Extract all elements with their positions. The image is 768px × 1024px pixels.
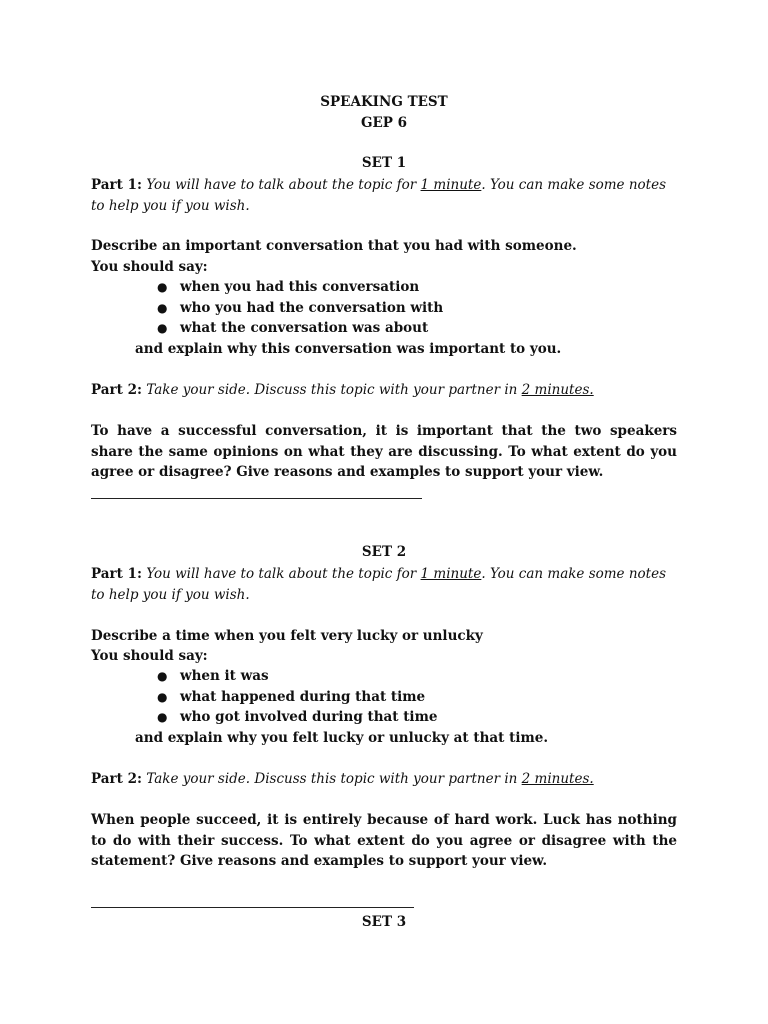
part1-duration: 1 minute	[420, 566, 482, 582]
bullet-icon: ●	[157, 321, 168, 335]
page-subtitle: GEP 6	[360, 115, 408, 131]
part1-label: Part 1:	[91, 566, 142, 582]
set-2-part2-instruction	[91, 769, 594, 790]
part1-text: You will have to talk about the topic for	[141, 177, 421, 193]
set-2-bullet-1: when it was	[180, 668, 269, 684]
part1-label: Part 1:	[91, 177, 142, 193]
part1-text-after: . You can make some notes to help you if you wish.	[91, 177, 667, 214]
part2-text: Take your side. Discuss this topic with your partner in	[141, 771, 522, 787]
set-2-bullet-2: what happened during that time	[180, 689, 426, 705]
part2-text: Take your side. Discuss this topic with your partner in	[141, 382, 522, 398]
set-1-bullet-2: who you had the conversation with	[180, 300, 444, 316]
part2-label: Part 2:	[91, 382, 142, 398]
page-title: SPEAKING TEST	[320, 94, 448, 110]
set-1-bullet-1: when you had this conversation	[180, 279, 420, 295]
part1-duration: 1 minute	[420, 177, 482, 193]
set-2-explain: and explain why you felt lucky or unlucky at that time.	[135, 730, 549, 746]
set-1-bullet-3: what the conversation was about	[180, 320, 429, 336]
bullet-icon: ●	[157, 690, 168, 704]
set-3-heading: SET 3	[361, 914, 407, 930]
set-1-part1-instruction	[91, 175, 681, 216]
set-1-topic: Describe an important conversation that you had with someone.	[91, 238, 577, 254]
set-2-heading: SET 2	[361, 544, 407, 560]
part1-text-after: . You can make some notes to help you if you wish.	[91, 566, 667, 603]
set-2-topic: Describe a time when you felt very lucky or unlucky	[91, 628, 483, 644]
bullet-icon: ●	[157, 301, 168, 315]
part1-text: You will have to talk about the topic for	[141, 566, 421, 582]
bullet-icon: ●	[157, 669, 168, 683]
set-1-discussion: To have a successful conversation, it is important that the two speakers share the same opinions on what they are discussing. To what extent do you agree or disagree? Give reasons and examples to support your view.	[91, 423, 677, 480]
part2-duration: 2 minutes.	[521, 382, 594, 398]
set-2-discussion: When people succeed, it is entirely because of hard work. Luck has nothing to do with their success. To what extent do you agree or disagree with the statement? Give reasons and examples to support your view.	[91, 812, 677, 869]
set-1-explain: and explain why this conversation was important to you.	[135, 341, 562, 357]
part2-label: Part 2:	[91, 771, 142, 787]
set-2-should-say: You should say:	[91, 648, 208, 664]
set-2-bullet-3: who got involved during that time	[180, 709, 438, 725]
set-1-part2-instruction	[91, 380, 594, 401]
set-1-heading: SET 1	[361, 155, 407, 171]
bullet-icon: ●	[157, 280, 168, 294]
section-divider	[91, 907, 414, 908]
bullet-icon: ●	[157, 710, 168, 724]
section-divider	[91, 498, 422, 499]
set-1-should-say: You should say:	[91, 259, 208, 275]
part2-duration: 2 minutes.	[521, 771, 594, 787]
set-2-part1-instruction	[91, 564, 681, 605]
